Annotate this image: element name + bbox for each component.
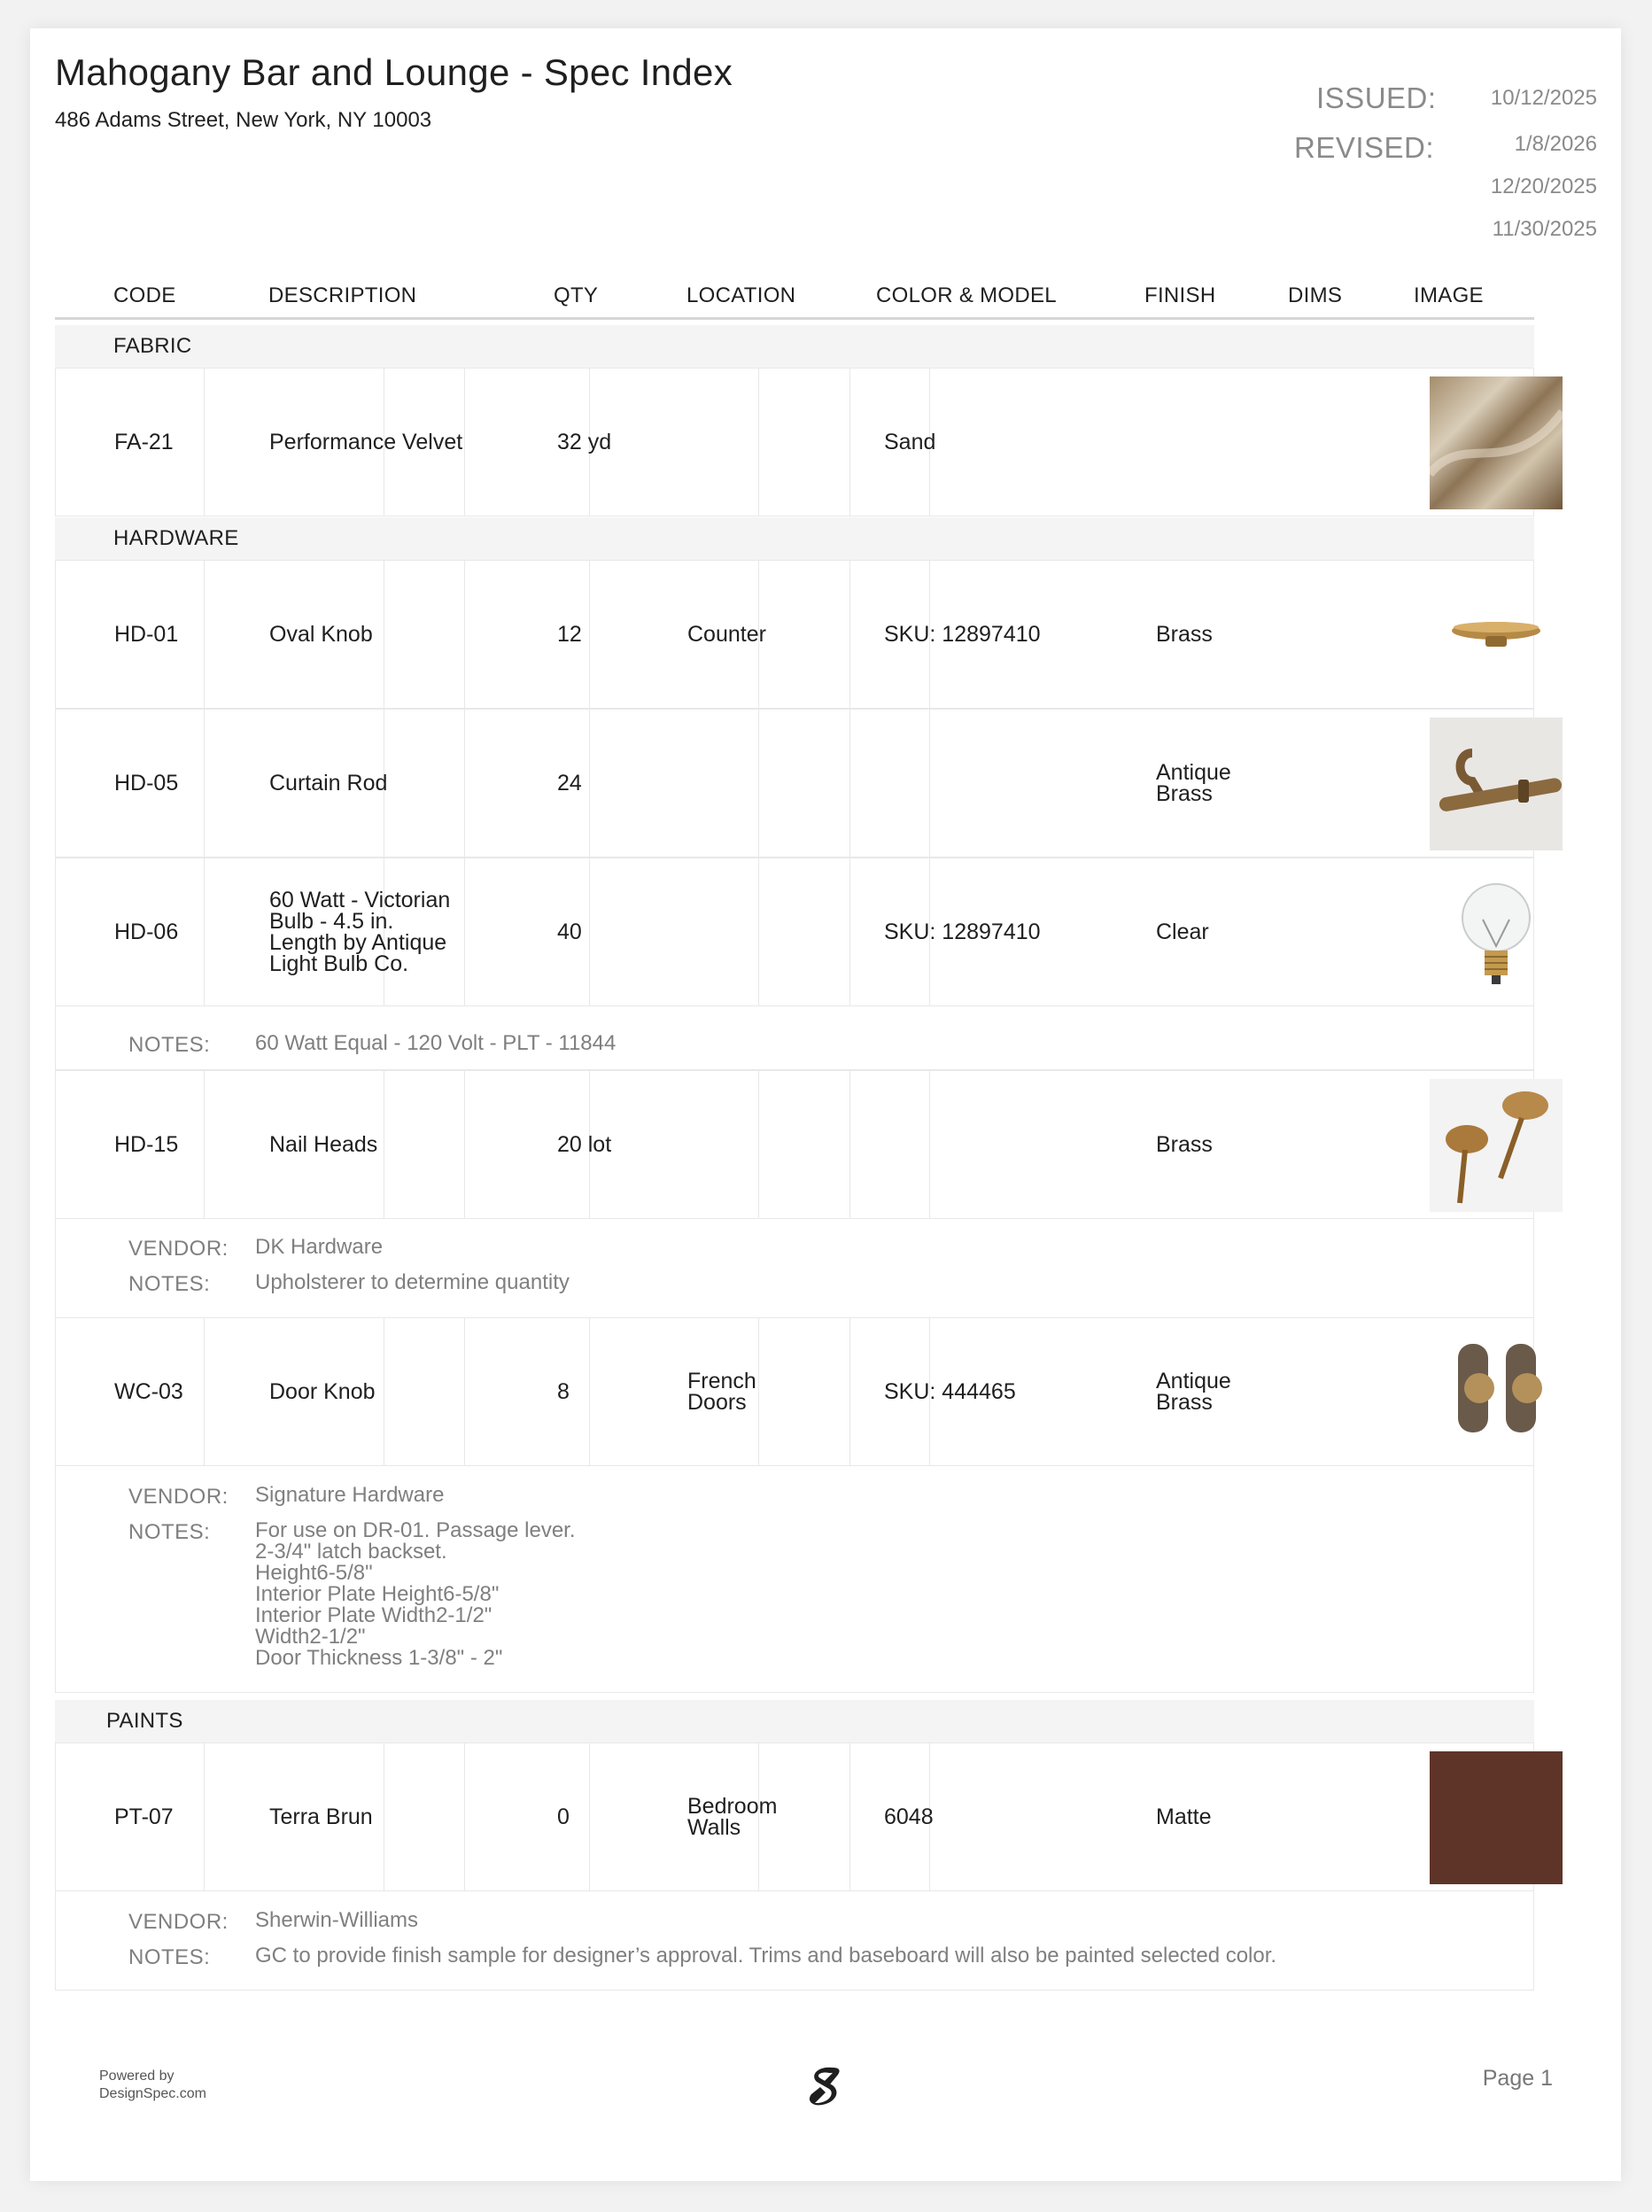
location-text: French Doors <box>687 1369 756 1415</box>
column-divider <box>758 710 759 857</box>
qty-text: 0 <box>557 1805 570 1829</box>
notes-value: Upholsterer to determine quantity <box>255 1270 570 1294</box>
qty-text: 12 <box>557 622 582 647</box>
finish-text: Brass <box>1156 1132 1213 1157</box>
column-divider <box>204 858 205 1005</box>
code-cell <box>114 1318 183 1465</box>
designspec-logo-icon <box>806 2064 842 2107</box>
notes-label: NOTES: <box>128 1945 211 1969</box>
qty-cell <box>557 369 611 516</box>
qty-text: 20 lot <box>557 1132 612 1157</box>
header-divider <box>55 317 1534 320</box>
color-model-cell <box>884 1743 934 1890</box>
column-header-finish: FINISH <box>1144 283 1216 307</box>
column-divider <box>849 1071 850 1218</box>
column-divider <box>589 858 590 1005</box>
code-cell <box>114 561 178 708</box>
powered-by[interactable] <box>99 2068 206 2103</box>
table-row <box>55 1070 1534 1219</box>
table-row <box>55 368 1534 516</box>
column-divider <box>758 1318 759 1465</box>
location-text: Counter <box>687 622 766 647</box>
column-divider <box>464 1743 465 1890</box>
category-label: FABRIC <box>113 334 192 358</box>
finish-cell <box>1156 1743 1212 1890</box>
column-divider <box>204 710 205 857</box>
code-cell <box>114 1743 174 1890</box>
column-divider <box>464 710 465 857</box>
color-model-cell <box>884 1318 1016 1465</box>
color-model-text: Sand <box>884 430 936 454</box>
code-cell <box>114 1071 178 1218</box>
column-divider <box>589 561 590 708</box>
table-row <box>55 709 1534 858</box>
column-divider <box>849 710 850 857</box>
color-model-text: SKU: 12897410 <box>884 920 1041 944</box>
vendor-label: VENDOR: <box>128 1237 229 1261</box>
column-divider <box>929 710 930 857</box>
column-divider <box>204 1743 205 1890</box>
color-model-cell <box>884 561 1041 708</box>
notes-block <box>55 1891 1534 1991</box>
qty-text: 24 <box>557 771 582 796</box>
code-text: HD-15 <box>114 1132 179 1157</box>
column-divider <box>849 369 850 516</box>
category-fabric <box>55 325 1534 368</box>
category-hardware <box>55 517 1534 560</box>
finish-text: Antique Brass <box>1156 1369 1231 1415</box>
column-divider <box>464 858 465 1005</box>
notes-value: GC to provide finish sample for designer’s approval. Trims and baseboard will also be painted selected color. <box>255 1944 1277 1968</box>
column-divider <box>589 1318 590 1465</box>
revised-date: 1/8/2026 <box>1514 132 1597 156</box>
finish-cell <box>1156 1071 1213 1218</box>
item-image <box>1430 376 1563 509</box>
qty-cell <box>557 858 582 1005</box>
notes-label: NOTES: <box>128 1033 211 1057</box>
description-cell <box>269 561 373 708</box>
category-paints <box>55 1700 1534 1742</box>
column-divider <box>849 561 850 708</box>
column-divider <box>929 1071 930 1218</box>
revised-date: 11/30/2025 <box>1492 217 1597 241</box>
description-text: Door Knob <box>269 1379 376 1404</box>
column-divider <box>758 858 759 1005</box>
table-row <box>55 1742 1534 1891</box>
description-text: Curtain Rod <box>269 771 388 796</box>
code-text: WC-03 <box>114 1379 183 1404</box>
qty-cell <box>557 710 582 857</box>
column-divider <box>464 1318 465 1465</box>
color-model-cell <box>884 369 935 516</box>
powered-by-site: DesignSpec.com <box>99 2086 206 2101</box>
location-text: Bedroom Walls <box>687 1794 778 1840</box>
table-row <box>55 858 1534 1006</box>
description-text: Nail Heads <box>269 1132 378 1157</box>
finish-text: Brass <box>1156 622 1213 647</box>
description-text: Performance Velvet <box>269 430 463 454</box>
column-divider <box>758 1071 759 1218</box>
description-text: Oval Knob <box>269 622 373 647</box>
revised-date: 12/20/2025 <box>1490 175 1597 198</box>
description-cell <box>269 369 462 516</box>
qty-text: 32 yd <box>557 430 612 454</box>
description-text: 60 Watt - Victorian Bulb - 4.5 in. Length by Antique Light Bulb Co. <box>269 888 451 976</box>
color-model-text: SKU: 444465 <box>884 1379 1016 1404</box>
issued-date: 10/12/2025 <box>1490 86 1597 110</box>
description-cell <box>269 1743 373 1890</box>
description-cell <box>269 710 387 857</box>
code-text: HD-05 <box>114 771 179 796</box>
item-image <box>1430 866 1563 999</box>
finish-cell <box>1156 561 1213 708</box>
issued-label: ISSUED: <box>1316 81 1437 114</box>
column-header-dims: DIMS <box>1288 283 1343 307</box>
code-cell <box>114 710 178 857</box>
location-cell <box>687 1318 756 1465</box>
finish-text: Clear <box>1156 920 1209 944</box>
notes-label: NOTES: <box>128 1520 211 1544</box>
location-cell <box>687 1743 777 1890</box>
column-divider <box>204 369 205 516</box>
code-cell <box>114 369 174 516</box>
notes-value: 60 Watt Equal - 120 Volt - PLT - 11844 <box>255 1031 617 1055</box>
qty-cell <box>557 1743 570 1890</box>
column-divider <box>464 1071 465 1218</box>
column-divider <box>464 369 465 516</box>
vendor-value: Signature Hardware <box>255 1483 445 1507</box>
vendor-label: VENDOR: <box>128 1910 229 1934</box>
code-text: HD-01 <box>114 622 179 647</box>
project-address: 486 Adams Street, New York, NY 10003 <box>55 108 432 132</box>
qty-cell <box>557 1318 570 1465</box>
color-model-text: SKU: 12897410 <box>884 622 1041 647</box>
notes-label: NOTES: <box>128 1272 211 1296</box>
column-header-image: IMAGE <box>1414 283 1484 307</box>
finish-text: Antique Brass <box>1156 760 1231 806</box>
column-divider <box>849 1318 850 1465</box>
column-divider <box>204 1071 205 1218</box>
qty-text: 8 <box>557 1379 570 1404</box>
code-text: PT-07 <box>114 1805 174 1829</box>
item-image <box>1430 1079 1563 1212</box>
vendor-value: Sherwin-Williams <box>255 1908 419 1932</box>
table-row <box>55 1317 1534 1466</box>
description-cell <box>269 1071 377 1218</box>
column-divider <box>849 1743 850 1890</box>
column-header-code: CODE <box>113 283 176 307</box>
column-divider <box>204 561 205 708</box>
column-divider <box>589 1743 590 1890</box>
location-cell <box>687 561 766 708</box>
page-title: Mahogany Bar and Lounge - Spec Index <box>55 51 733 93</box>
description-cell <box>269 858 450 1005</box>
code-text: HD-06 <box>114 920 179 944</box>
qty-cell <box>557 1071 611 1218</box>
qty-cell <box>557 561 582 708</box>
code-cell <box>114 858 178 1005</box>
color-model-cell <box>884 858 1041 1005</box>
finish-text: Matte <box>1156 1805 1212 1829</box>
revised-label: REVISED: <box>1294 131 1435 164</box>
finish-cell <box>1156 1318 1231 1465</box>
item-image <box>1430 1326 1563 1459</box>
item-image <box>1430 569 1563 702</box>
column-header-qty: QTY <box>554 283 599 307</box>
category-label: PAINTS <box>106 1709 183 1733</box>
finish-cell <box>1156 710 1231 857</box>
column-header-location: LOCATION <box>686 283 796 307</box>
description-cell <box>269 1318 376 1465</box>
finish-cell <box>1156 858 1209 1005</box>
description-text: Terra Brun <box>269 1805 373 1829</box>
notes-block <box>55 1219 1534 1318</box>
column-header-description: DESCRIPTION <box>268 283 417 307</box>
notes-value: For use on DR-01. Passage lever. 2-3/4" latch backset. Height6-5/8" Interior Plate Height6-5/8" Interior Plate Width2-1/2" Width2-1/2" Door Thickness 1-3/8" - 2" <box>255 1518 576 1670</box>
vendor-value: DK Hardware <box>255 1235 384 1259</box>
qty-text: 40 <box>557 920 582 944</box>
column-divider <box>464 561 465 708</box>
powered-by-line: Powered by <box>99 2068 175 2084</box>
column-divider <box>204 1318 205 1465</box>
vendor-label: VENDOR: <box>128 1485 229 1509</box>
item-image <box>1430 1751 1563 1884</box>
page-number: Page 1 <box>1482 2066 1553 2091</box>
column-divider <box>758 369 759 516</box>
color-model-text: 6048 <box>884 1805 934 1829</box>
column-header-color-model: COLOR & MODEL <box>876 283 1057 307</box>
table-row <box>55 560 1534 709</box>
code-text: FA-21 <box>114 430 174 454</box>
column-divider <box>589 710 590 857</box>
item-image <box>1430 718 1563 850</box>
column-divider <box>849 858 850 1005</box>
category-label: HARDWARE <box>113 526 239 550</box>
